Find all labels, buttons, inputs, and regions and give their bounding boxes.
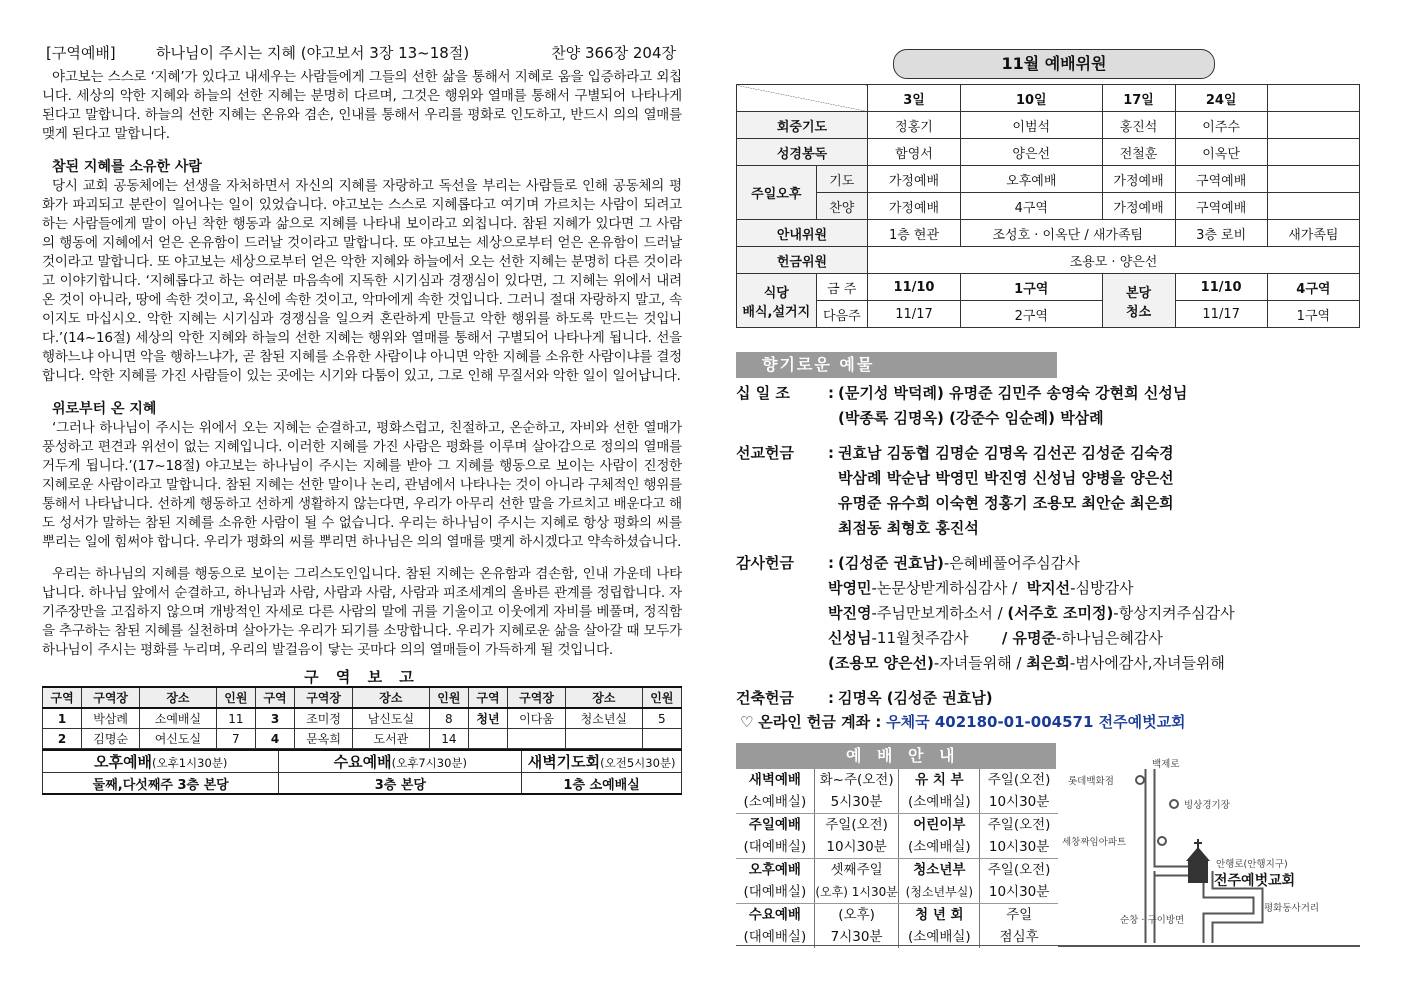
cell: 정홍기 [868, 112, 961, 139]
section2-body: ‘그러나 하나님이 주시는 위에서 오는 지혜는 순결하고, 평화스럽고, 친절하고, 온순하고, 자비와 선한 열매가 풍성하고 편견과 위선이 없는 지혜입니다. 이러한 지혜를 가진 사람은 평화를 이루며 살아감으로 정의의 열매를 거두게 됩니다.’(17~18절) 야고보는 하나님이 주시는 지혜를 받아 그 지혜를 행동으로 보이는 사람이 진정한 지혜로운 사람이라고 말합니다. 참된 지혜는 선한 말이나 논리, 관념에서 나타나는 것이 아니라 구체적인 행위를 통해서 나타납니다. 선하게 행동하고 선하게 생활하지 않는다면, 우리가 아무리 선한 말을 가르치고 배운다고 해도 성서가 말하는 참된 지혜를 소유한 사람이 될 수 없습니다. 우리는 하나님이 주시는 지혜로 항상 평화의 씨를 뿌리는 일에 힘써야 합니다. 우리가 평화의 씨를 뿌리면 하나님은 의의 열매를 맺게 하시겠다고 약속하셨습니다. [42, 420, 682, 550]
tithe-names: (박종록 김명옥) (강준수 임순례) 박삼례 [838, 409, 1104, 427]
thanks-reason: -11월첫주감사 [871, 629, 969, 647]
cell: 7 [216, 729, 255, 749]
cell: 김명순 [82, 729, 140, 749]
online-label: 온라인 헌금 계좌 : [758, 713, 882, 731]
cell: 1구역 [961, 274, 1103, 301]
service-time: 주일(오전) [987, 816, 1051, 833]
col-header: 장소 [140, 687, 217, 708]
map-drawing [1058, 743, 1360, 946]
thanks-reason: -범사에감사,자녀들위해 [1069, 654, 1225, 672]
worship-row [736, 904, 1058, 927]
service-time: 화~주(오전) [814, 769, 899, 791]
cell: 이범석 [961, 112, 1103, 139]
meal-next-week-row [737, 301, 1360, 328]
col-header: 구역 [255, 687, 294, 708]
service-time: 10시30분 [980, 791, 1058, 814]
thanks-reason: -논문상받게하심감사 / [871, 579, 1018, 597]
service-place: (소예배실) [899, 926, 980, 948]
thanks-label: 감사헌금 [736, 554, 794, 572]
table-row [43, 729, 682, 749]
service-time: 10시30분 [980, 881, 1058, 904]
account-number: 우체국 402180-01-004571 전주예벗교회 [886, 713, 1186, 731]
service-time: 주일(오전) [987, 771, 1051, 788]
hymn-numbers: 찬양 366장 204장 [551, 44, 676, 62]
cell: 여신도실 [140, 729, 217, 749]
cell: 이다움 [508, 708, 566, 729]
mission-names: 최점동 최형호 홍진석 [838, 519, 979, 537]
cell: 소예배실 [140, 708, 217, 729]
service-name: 청소년부 [899, 859, 980, 882]
worship-guide-title: 예 배 안 내 [736, 743, 1056, 769]
online-offering [740, 711, 1186, 732]
apt-marker [1158, 837, 1166, 845]
cell: 11/17 [868, 301, 961, 328]
mission-names: 박삼례 박순남 박영민 박진영 신성님 양병을 양은선 [838, 469, 1174, 487]
bottom-divider [736, 945, 1360, 946]
cell: 2구역 [961, 301, 1103, 328]
offering-title: 향기로운 예물 [736, 352, 1057, 378]
col-header: 장소 [566, 687, 643, 708]
service-place: (소예배실) [736, 791, 814, 814]
reading-label: 성경봉독 [737, 139, 868, 166]
service-name: 수요예배 [736, 904, 814, 927]
cell [566, 729, 643, 749]
service-time: 주일(오전) [814, 814, 899, 837]
sermon-title: 하나님이 주시는 지혜 (야고보서 3장 13~18절) [156, 44, 470, 62]
service-place: (청소년부실) [899, 881, 980, 904]
worship-row [736, 881, 1058, 904]
dawn-service-place: 1층 소예배실 [522, 773, 682, 795]
november-duty-title: 11월 예배위원 [893, 49, 1215, 79]
thanks-name: (조용모 양은선) [828, 654, 934, 672]
usher-label: 안내위원 [737, 220, 868, 247]
pm-service-cell [43, 750, 279, 773]
clean-label-2: 청소 [1125, 304, 1152, 320]
cell [642, 729, 681, 749]
cell: 8 [429, 708, 468, 729]
building-line: 건축헌금 : 김명옥 (김성준 권효남) [736, 686, 1356, 711]
closing-paragraph: 우리는 하나님의 지혜를 행동으로 보이는 그리스도인입니다. 참된 지혜는 온유함과 겸손함, 인내 가운데 나타납니다. 하나님 앞에서 순결하고, 하나님과 사람, 사람과 사람, 사람과 피조세계의 올바른 관계를 정립합니다. 자기주장만을 고집하지 않으며 개방적인 자세로 다른 사람의 말에 귀를 기울이고 이웃에게 자비를 베풀며, 정직함을 추구하는 참된 지혜를 실천하며 살아가는 우리가 되기를 소망합니다. 우리가 지혜로운 삶을 살아갈 때 모두가 하나님이 주시는 평화를 누리며, 우리의 발걸음이 닿는 곳마다 의의 열매들이 가득하게 될 것입니다. [42, 566, 682, 658]
service-time: (오후) 1시30분 [814, 881, 899, 904]
service-name: 어린이부 [899, 814, 980, 837]
cell: 1 [43, 708, 82, 729]
service-place: (대예배실) [736, 926, 814, 948]
thanks-reason: -주님만보게하소서 / [871, 604, 1003, 622]
south-label: 순창 · 구이방면 [1120, 915, 1185, 926]
wed-service-name: 수요예배 [333, 753, 392, 771]
cell: 1층 현관 [868, 220, 961, 247]
left-page [42, 40, 682, 795]
service-time: (오후) [814, 904, 899, 927]
tithe-names: (문기성 박덕례) 유명준 김민주 송영숙 강현희 신성님 [838, 384, 1188, 402]
cell: 구역예배 [1175, 166, 1267, 193]
worship-row [736, 769, 1058, 791]
thanks-reason: -자녀들위해 / [933, 654, 1022, 672]
wed-service-time: (오후7시30분) [391, 756, 467, 770]
col-header: 인원 [429, 687, 468, 708]
building-names: 김명옥 (김성준 권효남) [838, 689, 993, 707]
cell: 남신도실 [353, 708, 430, 729]
song-label: 찬양 [816, 193, 867, 220]
service-time: 7시30분 [814, 926, 899, 948]
cell: 가정예배 [1102, 166, 1175, 193]
building-label: 건축헌금 [736, 689, 794, 707]
cell: 4 [255, 729, 294, 749]
cell: 11/10 [868, 274, 961, 301]
week-cell [1267, 85, 1359, 112]
service-place: (대예배실) [736, 836, 814, 859]
cell [468, 729, 507, 749]
dawn-service-time: (오전5시30분) [600, 756, 676, 770]
col-header: 인원 [216, 687, 255, 708]
thanks-reason: -은혜베풀어주심감사 [943, 554, 1080, 572]
clean-label-1: 본당 [1125, 285, 1152, 301]
thanks-name: (김성준 권효남) [838, 554, 944, 572]
mission-line-1: 선교헌금 : 권효남 김동협 김명순 김명옥 김선곤 김성준 김숙경 [736, 441, 1356, 466]
wed-service-cell [279, 750, 522, 773]
service-time: 셋째주일 [814, 859, 899, 882]
worship-row [736, 791, 1058, 814]
mission-names: 권효남 김동협 김명순 김명옥 김선곤 김성준 김숙경 [838, 444, 1174, 462]
clean-label [1102, 274, 1175, 328]
cell: 5 [642, 708, 681, 729]
cell: 2 [43, 729, 82, 749]
thanks-line-2 [736, 576, 1356, 601]
thanks-line-3 [736, 601, 1356, 626]
sunday-pm-label: 주일오후 [737, 166, 817, 220]
mission-line-4 [736, 516, 1356, 541]
cell: 4구역 [961, 193, 1103, 220]
section1-title: 참된 지혜를 소유한 사람 [52, 159, 202, 175]
cell: 조용모 · 양은선 [868, 247, 1360, 274]
offering-committee-row [737, 247, 1360, 274]
mission-names: 유명준 유수희 이숙현 정홍기 조용모 최안순 최은희 [838, 494, 1174, 512]
cell: 청년 [468, 708, 507, 729]
thanks-name: 신성님 [828, 629, 872, 647]
thanks-name: 최은희 [1026, 654, 1070, 672]
service-time: 점심후 [999, 928, 1039, 945]
cell [1267, 112, 1359, 139]
service-name: 유 치 부 [899, 769, 980, 791]
thanks-name: 박영민 [828, 579, 872, 597]
col-header: 인원 [642, 687, 681, 708]
thanks-name: (서주호 조미정) [1007, 604, 1114, 622]
tithe-line-1: 십 일 조 : (문기성 박덕례) 유명준 김민주 송영숙 강현희 신성님 [736, 381, 1356, 406]
mission-label: 선교헌금 [736, 444, 794, 462]
dawn-service-name: 새벽기도회 [527, 753, 601, 771]
cell: 11/17 [1175, 301, 1267, 328]
cell: 14 [429, 729, 468, 749]
service-time: 5시30분 [814, 791, 899, 814]
worship-guide-table [736, 769, 1058, 948]
tithe-label: 십 일 조 [736, 384, 790, 402]
cell: 이주수 [1175, 112, 1267, 139]
rink-label: 빙상경기장 [1184, 800, 1230, 811]
service-place: (소예배실) [899, 836, 980, 859]
mission-line-2 [736, 466, 1356, 491]
cell [1267, 166, 1359, 193]
service-time: 10시30분 [814, 836, 899, 859]
col-header: 구역장 [508, 687, 566, 708]
usher-row [737, 220, 1360, 247]
lotte-marker [1136, 776, 1144, 784]
meal-label-2: 배식,설거지 [742, 304, 811, 320]
cell: 문옥희 [295, 729, 353, 749]
thanks-name: / 유명준 [1001, 629, 1056, 647]
week-row [737, 85, 1360, 112]
offer-label: 헌금위원 [737, 247, 868, 274]
church-label: 전주예벗교회 [1214, 873, 1296, 889]
cell [1267, 193, 1359, 220]
thanks-line-5 [736, 651, 1356, 676]
cell: 4구역 [1267, 274, 1359, 301]
col-header: 구역 [468, 687, 507, 708]
tithe-line-2 [746, 406, 1356, 431]
sunday-pm-prayer-row [737, 166, 1360, 193]
cell: 박삼례 [82, 708, 140, 729]
next-week-label: 다음주 [816, 301, 867, 328]
north-road-label: 백제로 [1152, 759, 1180, 770]
service-place: (소예배실) [899, 791, 980, 814]
meal-label-1: 식당 [763, 285, 789, 301]
cell: 구역예배 [1175, 193, 1267, 220]
worship-row [736, 836, 1058, 859]
cell: 조성호 · 이옥단 / 새가족팀 [961, 220, 1176, 247]
reading-row [737, 139, 1360, 166]
cell: 가정예배 [868, 166, 961, 193]
cell: 가정예배 [868, 193, 961, 220]
section2-title: 위로부터 온 지혜 [52, 401, 157, 417]
corner-cell [737, 85, 868, 112]
col-header: 구역장 [82, 687, 140, 708]
cell: 11/10 [1175, 274, 1267, 301]
intro-paragraph: 야고보는 스스로 ‘지혜’가 있다고 내세우는 사람들에게 그들의 선한 삶을 통해서 지혜로 움을 입증하라고 외칩니다. 세상의 악한 지혜와 하늘의 선한 지혜는 분명히 다르며, 그것은 행위와 열매를 통해서 구별되어 나타나게 된다고 말합니다. 하늘의 선한 지혜는 온유와 겸손, 인내를 통해서 우리를 평화로 인도하고, 반드시 의의 열매를 맺게 된다고 말합니다. [42, 69, 682, 142]
offering-section [736, 352, 1356, 711]
cell: 가정예배 [1102, 193, 1175, 220]
week-cell: 24일 [1175, 85, 1267, 112]
worship-duty-table [736, 84, 1360, 328]
cell: 3층 로비 [1175, 220, 1267, 247]
week-cell: 17일 [1102, 85, 1175, 112]
cell: 조미정 [295, 708, 353, 729]
mission-line-3 [736, 491, 1356, 516]
service-time: 주일 [1006, 906, 1033, 923]
cell: 홍진석 [1102, 112, 1175, 139]
cell: 1구역 [1267, 301, 1359, 328]
section1-body: 당시 교회 공동체에는 선생을 자처하면서 자신의 지혜를 자랑하고 독선을 부리는 사람들로 인해 공동체의 평화가 파괴되고 분란이 일어나는 일이 있었습니다. 야고보는 스스로 지혜롭다고 여기며 가르치는 사람이 되려고 하는 사람들에게 말이 아닌 착한 행동과 삶으로 지혜를 나타내 보이라고 외칩니다. 참된 지혜가 있다면 그 사람의 행동에 지혜에서 얻은 온유함이 드러날 것이라고 말합니다. 또 야고보는 세상으로부터 얻은 온유함이 드러날 것이라고 말합니다. 또 야고보는 세상으로부터 얻은 악한 지혜와 하늘에서 오는 선한 지혜는 분명히 다른 것이라고 이야기합니다. ‘지혜롭다고 하는 여러분 마음속에 지독한 시기심과 경쟁심이 있다면, 그 지혜는 위에서 내려온 것이 아니라, 땅에 속한 것이고, 육신에 속한 것이고, 악마에게 속한 것입니다. 그러니 절대 자랑하지 말고, 속이지도 마십시오. 악한 지혜는 시기심과 경쟁심을 일으켜 혼란하게 만들고 악한 행위를 하도록 만드는 것입니다.’(14~16절) 세상의 악한 지혜와 하늘의 선한 지혜는 행위와 열매를 통해서 구별되어 나타나게 됩니다. 선을 행하느냐 아니면 악을 행하느냐가, 곧 참된 지혜를 소유한 사람이냐 아니면 악한 지혜를 소유한 사람이냐를 결정합니다. 악한 지혜를 가진 사람들이 있는 곳에는 시기와 다툼이 있고, 그로 인해 무질서와 악한 일이 일어납니다. [42, 178, 682, 384]
thanks-name: 박진영 [828, 604, 872, 622]
pm-service-time: (오후1시30분) [152, 756, 228, 770]
thanks-reason: -항상지켜주심감사 [1113, 604, 1235, 622]
thanks-reason: -심방감사 [1070, 579, 1134, 597]
rink-marker [1170, 800, 1178, 808]
service-name: 청 년 회 [899, 904, 980, 927]
cell: 11 [216, 708, 255, 729]
service-time: 10시30분 [980, 836, 1058, 859]
col-header: 구역장 [295, 687, 353, 708]
road-label: 안행로(안행지구) [1216, 859, 1288, 870]
week-cell: 10일 [961, 85, 1103, 112]
pm-service-name: 오후예배 [94, 753, 153, 771]
week-cell: 3일 [868, 85, 961, 112]
cell: 양은선 [961, 139, 1103, 166]
cell: 이옥단 [1175, 139, 1267, 166]
junction-label: 평화동사거리 [1264, 903, 1320, 914]
meal-label [737, 274, 817, 328]
cell: 전철훈 [1102, 139, 1175, 166]
wed-service-place: 3층 본당 [279, 773, 522, 795]
section-tag: [구역예배] [46, 44, 116, 62]
meal-this-week-row [737, 274, 1360, 301]
cell: 청소년실 [566, 708, 643, 729]
col-header: 장소 [353, 687, 430, 708]
prayer-label: 회중기도 [737, 112, 868, 139]
heart-icon: ♡ [740, 713, 754, 731]
sermon-header [42, 40, 682, 68]
worship-row [736, 859, 1058, 882]
location-map [1058, 743, 1360, 947]
district-report-title: 구 역 보 고 [304, 668, 420, 686]
thanks-line-1: 감사헌금 : (김성준 권효남)-은혜베풀어주심감사 [736, 551, 1356, 576]
thanks-name: 박지선 [1026, 579, 1071, 597]
prayer-row [737, 112, 1360, 139]
cell: 함영서 [868, 139, 961, 166]
cell [1267, 139, 1359, 166]
service-time: 주일(오전) [987, 861, 1051, 878]
sunday-pm-song-row [737, 193, 1360, 220]
table-row [43, 708, 682, 729]
pm-service-place: 둘째,다섯째주 3층 본당 [43, 773, 279, 795]
table-header-row [43, 687, 682, 708]
service-times-table [42, 749, 682, 795]
cell: 도서관 [353, 729, 430, 749]
service-name: 새벽예배 [736, 769, 814, 791]
this-week-label: 금 주 [816, 274, 867, 301]
pray2-label: 기도 [816, 166, 867, 193]
worship-row [736, 814, 1058, 837]
thanks-line-4 [736, 626, 1356, 651]
district-report-table [42, 686, 682, 749]
dawn-service-cell [522, 750, 682, 773]
service-place-row [43, 773, 682, 795]
col-header: 구역 [43, 687, 82, 708]
cell: 오후예배 [961, 166, 1103, 193]
service-place: (대예배실) [736, 881, 814, 904]
thanks-reason: -하나님은혜감사 [1056, 629, 1163, 647]
cell: 3 [255, 708, 294, 729]
apt-label: 세창짜임아파트 [1062, 837, 1127, 848]
cell: 새가족팀 [1267, 220, 1359, 247]
lotte-label: 롯데백화점 [1068, 776, 1114, 787]
service-name: 주일예배 [736, 814, 814, 837]
service-name-row [43, 750, 682, 773]
service-name: 오후예배 [736, 859, 814, 882]
church-icon [1186, 839, 1210, 883]
cell [508, 729, 566, 749]
